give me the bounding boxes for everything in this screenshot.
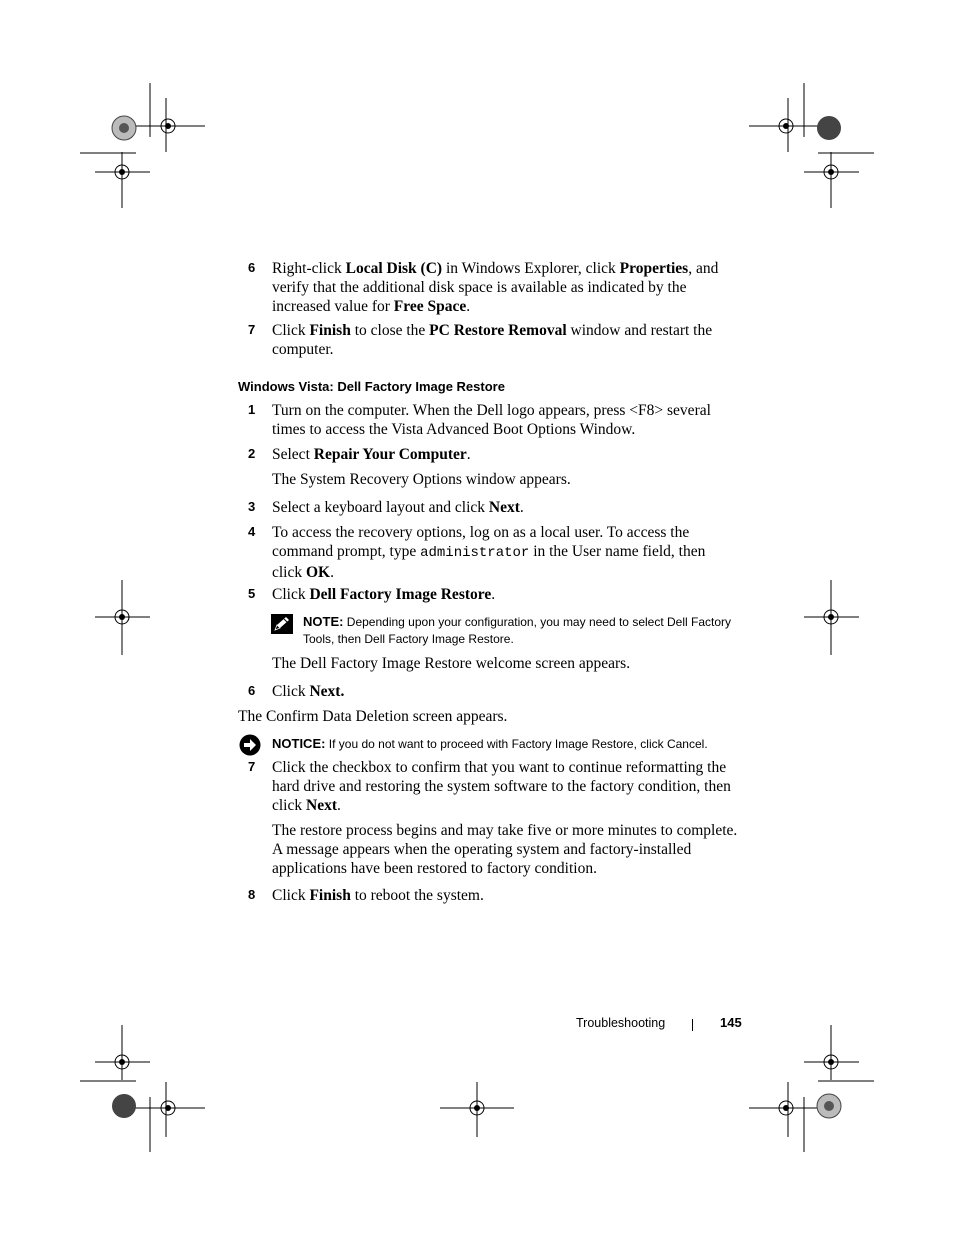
notice-label: NOTICE: [272, 736, 326, 751]
text-run: If you do not want to proceed with Factory Image Restore, click [325, 737, 667, 751]
text-run: Click [272, 887, 310, 904]
vista-step-4 [248, 523, 748, 582]
ui-term: Repair Your Computer [313, 446, 467, 463]
code-text: administrator [420, 545, 530, 561]
ui-term: Properties [619, 260, 689, 277]
ui-term: Next [306, 797, 337, 814]
text-run: Depending upon your configuration, you may need to select [343, 615, 667, 629]
step-number: 4 [248, 524, 256, 539]
step-7-followup: The restore process begins and may take five or more minutes to complete. A message appears when the operating system and factory-installed applications have been restored to factory condition. [272, 822, 738, 877]
text-run: . [466, 446, 471, 463]
text-run: Right-click [272, 260, 346, 277]
ui-term: Cancel [666, 737, 705, 751]
step-number: 6 [248, 260, 256, 275]
text-run: . [510, 632, 514, 646]
note-label: NOTE: [303, 614, 344, 629]
text-run: . [704, 737, 708, 751]
text-run: in Windows Explorer, click [442, 260, 620, 277]
ui-term: Free Space [393, 298, 467, 315]
text-run: Click [272, 322, 310, 339]
step-text [272, 498, 738, 517]
step-text [272, 758, 738, 815]
step-text: Turn on the computer. When the Dell logo appears, press <F8> several times to access the Vista Advanced Boot Options Window. [272, 402, 711, 438]
step-number: 5 [248, 586, 256, 601]
notice-callout [272, 735, 752, 753]
step-text [272, 585, 738, 604]
step-text [272, 523, 738, 582]
step-5-followup: The Dell Factory Image Restore welcome screen appears. [272, 655, 631, 672]
ui-term: Finish [309, 887, 351, 904]
note-callout [303, 613, 743, 648]
footer-divider [692, 1019, 693, 1031]
ui-term: PC Restore Removal [429, 322, 567, 339]
step-text [272, 321, 738, 359]
text-run: in the User name field, then click [272, 543, 706, 581]
step-number: 7 [248, 759, 256, 774]
text-run: . [519, 499, 524, 516]
ui-term: Dell Factory Image Restore [309, 586, 492, 603]
text-run: to reboot the system. [350, 887, 484, 904]
confirm-deletion-para: The Confirm Data Deletion screen appears. [238, 708, 508, 725]
text-run: , then [331, 632, 365, 646]
text-run: Click the checkbox to confirm that you want to continue reformatting the hard drive and restoring the system software to the factory condition, then click [272, 759, 731, 814]
ui-term: Next. [309, 683, 345, 700]
ui-term: Dell Factory Image Restore [364, 632, 511, 646]
text-run: , and verify that the additional disk space is available as indicated by the increased value for [272, 260, 719, 315]
step-number: 6 [248, 683, 256, 698]
step-text [272, 682, 738, 701]
section-heading: Windows Vista: Dell Factory Image Restore [238, 379, 505, 394]
vista-step-7 [248, 758, 748, 815]
step-2-followup: The System Recovery Options window appears. [272, 471, 571, 488]
step-number: 3 [248, 499, 256, 514]
text-run: Click [272, 683, 310, 700]
step-text [272, 886, 738, 905]
ui-term: OK [306, 564, 331, 581]
vista-step-2 [248, 445, 748, 464]
text-run: Select [272, 446, 314, 463]
pencil-note-icon [271, 614, 293, 634]
text-run: . [337, 797, 341, 814]
vista-step-3 [248, 498, 748, 517]
footer-section-name: Troubleshooting [576, 1016, 666, 1030]
text-run: Select a keyboard layout and click [272, 499, 489, 516]
step-text [272, 259, 738, 316]
ui-term: Finish [309, 322, 351, 339]
step-7-finish [248, 321, 748, 359]
vista-step-6 [248, 682, 748, 701]
step-number: 7 [248, 322, 256, 337]
step-number: 2 [248, 446, 256, 461]
text-run: To access the recovery options, log on as a local user. To access the command prompt, type [272, 524, 690, 560]
notice-arrow-icon [239, 734, 261, 756]
ui-term: Local Disk (C) [345, 260, 443, 277]
step-6-local-disk [248, 259, 748, 316]
text-run: Click [272, 586, 310, 603]
text-run: . [466, 298, 471, 315]
text-run: to close the [350, 322, 430, 339]
vista-step-1 [248, 401, 748, 439]
text-run: window and restart the computer. [272, 322, 713, 358]
step-number: 1 [248, 402, 256, 417]
text-run: . [330, 564, 334, 581]
vista-step-5 [248, 585, 748, 604]
vista-step-8 [248, 886, 748, 905]
step-text [272, 445, 738, 464]
footer-page-number: 145 [720, 1015, 742, 1030]
ui-term: Dell Factory Tools [303, 615, 732, 646]
ui-term: Next [488, 499, 520, 516]
text-run: . [491, 586, 496, 603]
step-number: 8 [248, 887, 256, 902]
